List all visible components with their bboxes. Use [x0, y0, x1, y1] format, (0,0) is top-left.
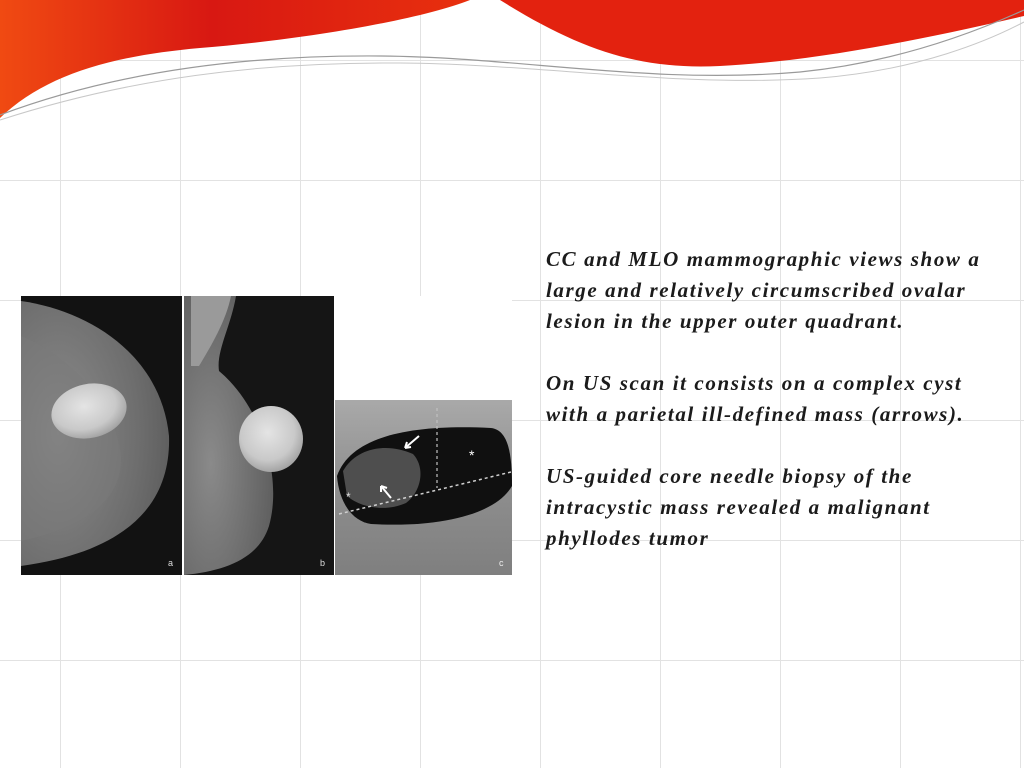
svg-text:*: *	[346, 490, 351, 504]
caption-paragraph-2: On US scan it consists on a complex cyst with a parietal ill-defined mass (arrows).	[546, 371, 965, 426]
caption-paragraph-3: US-guided core needle biopsy of the intracystic mass revealed a malignant phyllodes tumor	[546, 464, 931, 550]
panel-a-cc-view	[21, 296, 182, 575]
panel-c-ultrasound	[335, 400, 512, 575]
banner-left-wave	[0, 0, 470, 118]
medical-image-figure	[21, 296, 512, 575]
slide-caption	[546, 244, 1006, 585]
panel-b-label: b	[320, 558, 326, 568]
banner-right-wave	[500, 0, 1024, 66]
caption-paragraph-1: CC and MLO mammographic views show a large and relatively circumscribed ovalar lesion in the upper outer quadrant.	[546, 247, 981, 333]
header-banner	[0, 0, 1024, 130]
panel-c-label: c	[499, 558, 504, 568]
panel-a-label: a	[168, 558, 174, 568]
panel-b-mlo-view	[184, 296, 334, 575]
svg-text:*: *	[469, 447, 475, 463]
